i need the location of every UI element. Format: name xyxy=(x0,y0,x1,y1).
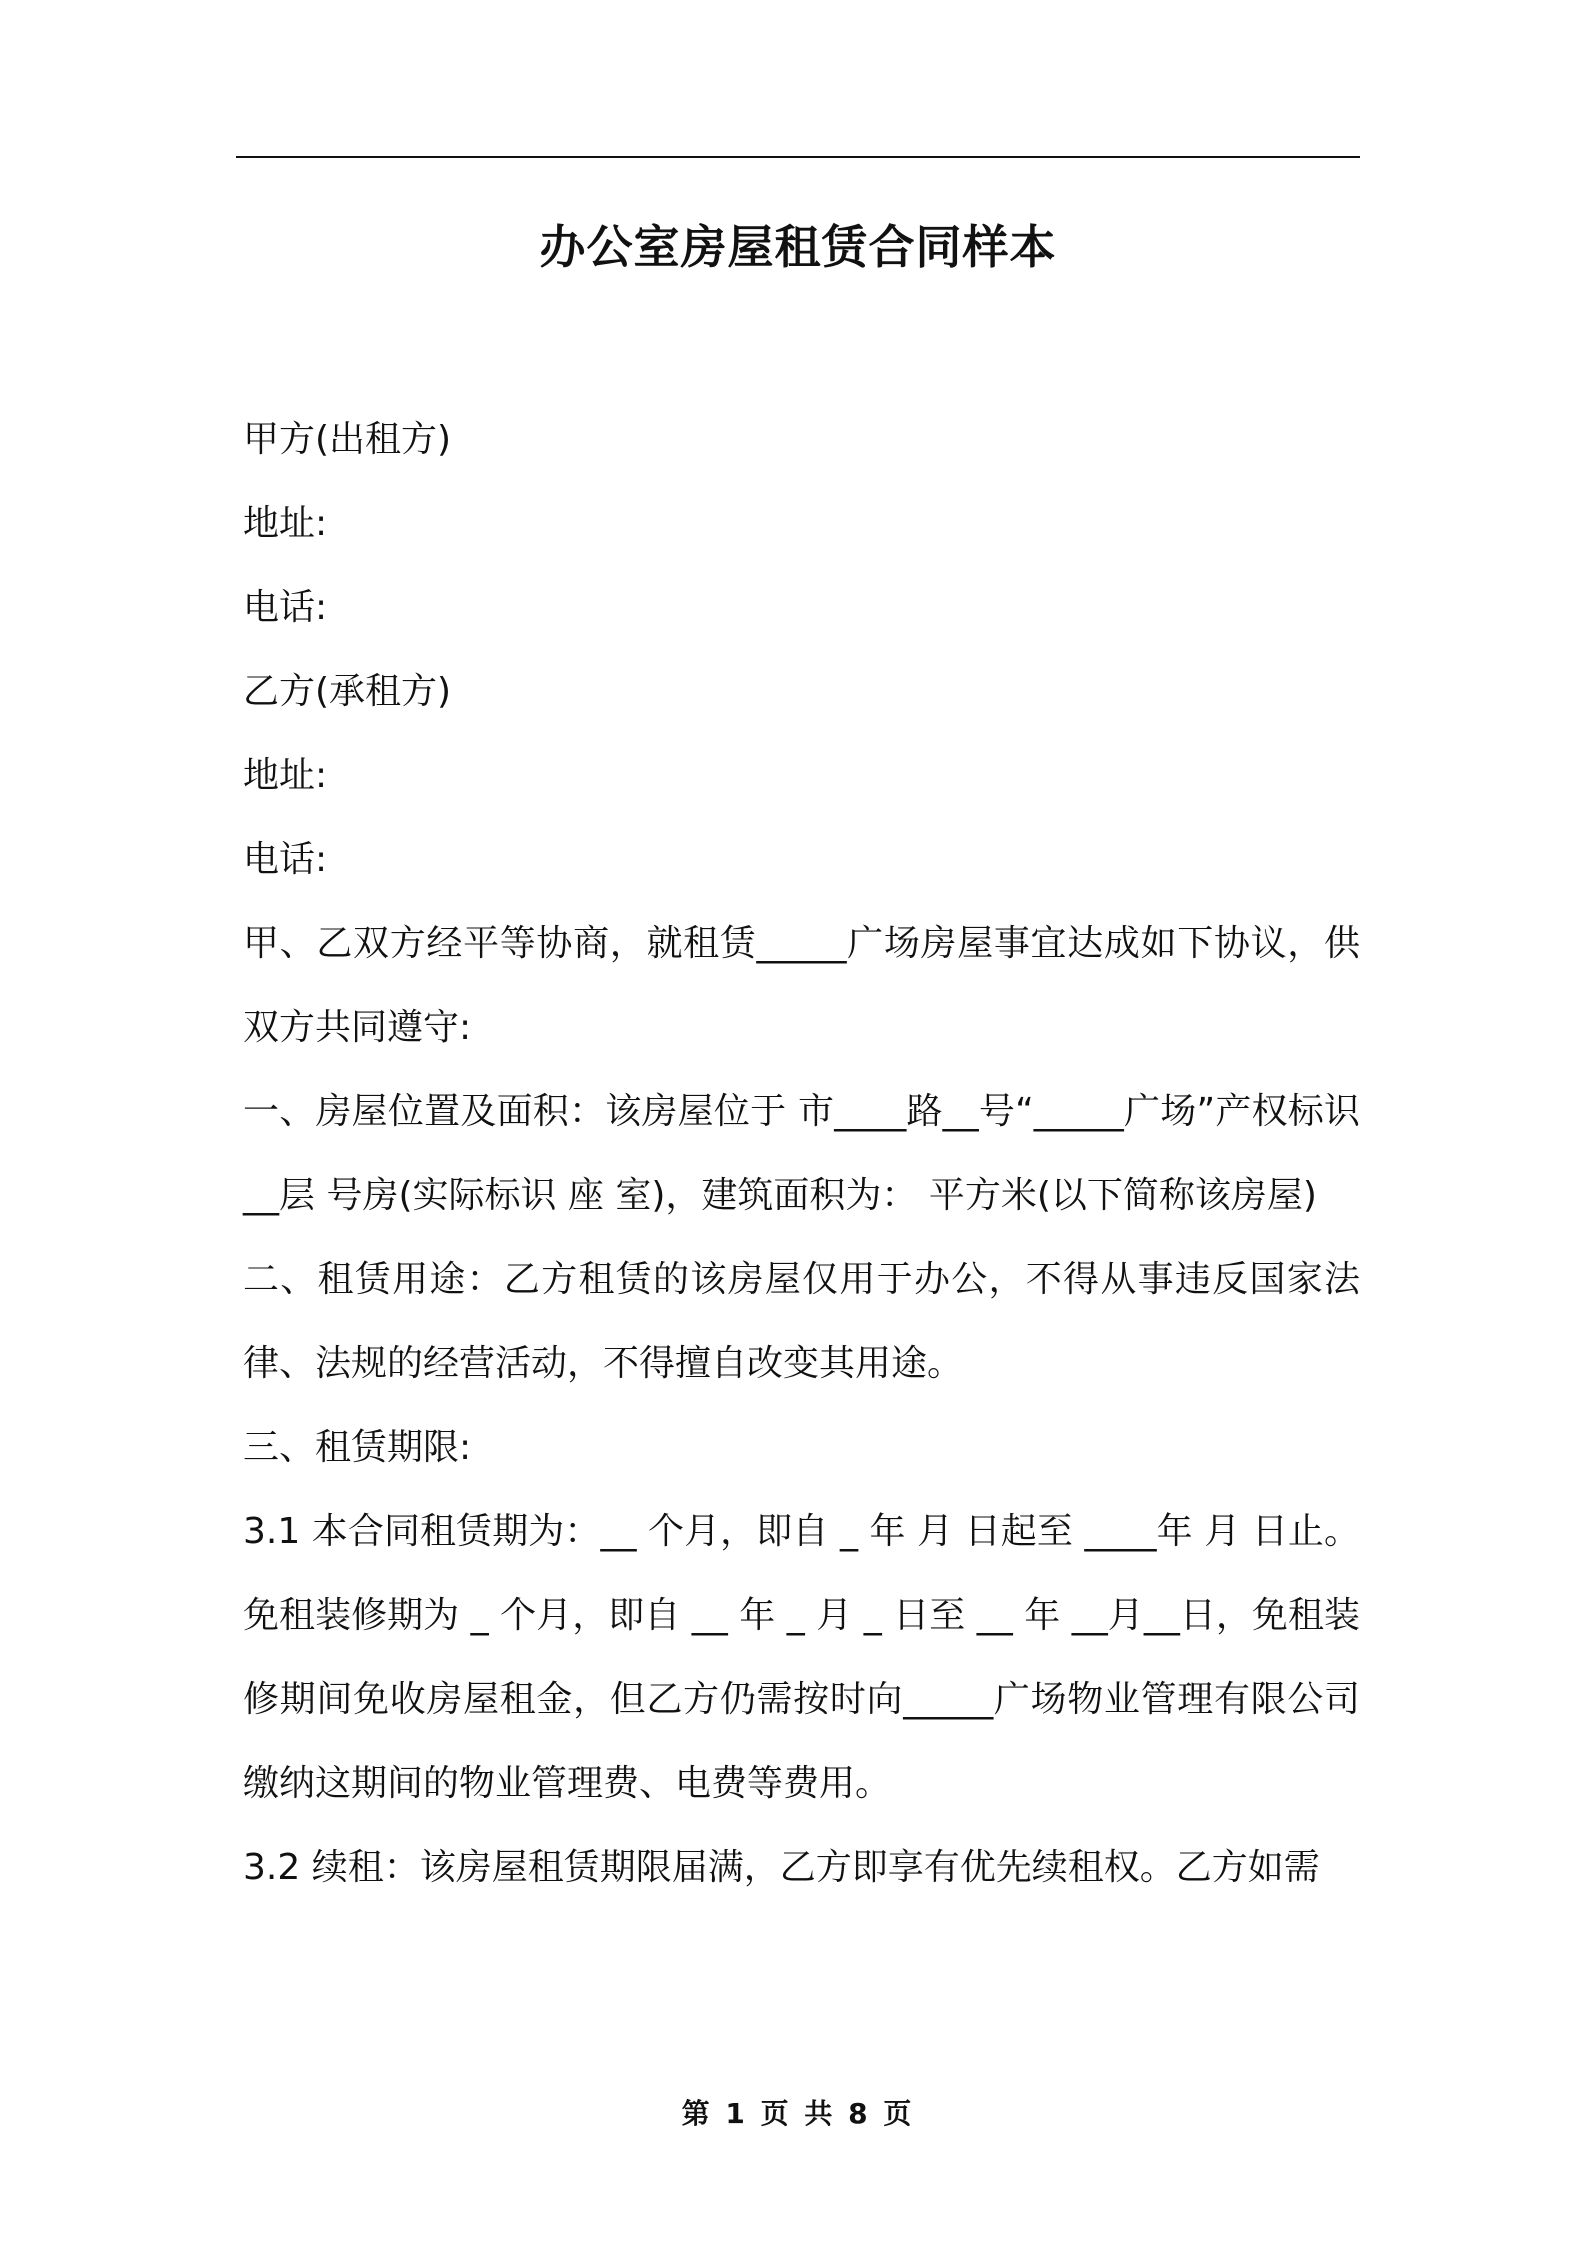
clause-3-2-renewal: 3.2 续租：该房屋租赁期限届满，乙方即享有优先续租权。乙方如需 xyxy=(243,1847,1320,1888)
agreement-intro: 甲、乙双方经平等协商，就租赁_____广场房屋事宜达成如下协议，供双方共同遵守: xyxy=(243,923,1360,1048)
clause-3-1-term: 3.1 本合同租赁期为：__ 个月，即自 _ 年 月 日起至 ____年 月 日止。免租装修期为 _ 个月，即自 __ 年 _ 月 _ 日至 __ 年 __月__日，免租装修期间免收房屋租金，但乙方仍需按时向_____广场物业管理有限公司缴纳这期间的物业管理费、电费等费用。 xyxy=(243,1511,1360,1804)
document-body xyxy=(243,398,1372,1910)
party-b-heading: 乙方(承租方) xyxy=(243,671,452,712)
page-number: 第 1 页 共 8 页 xyxy=(681,2097,915,2130)
party-a-heading: 甲方(出租方) xyxy=(243,419,452,460)
party-b-phone: 电话: xyxy=(243,839,328,880)
party-a-address: 地址: xyxy=(243,503,328,544)
party-b-address: 地址: xyxy=(243,755,328,796)
clause-2-usage: 二、租赁用途：乙方租赁的该房屋仅用于办公，不得从事违反国家法律、法规的经营活动，不得擅自改变其用途。 xyxy=(243,1259,1360,1384)
party-a-phone: 电话: xyxy=(243,587,328,628)
clause-1-location-area: 一、房屋位置及面积：该房屋位于 市____路__号“_____广场”产权标识 __层 号房(实际标识 座 室)，建筑面积为： 平方米(以下简称该房屋) xyxy=(243,1091,1372,1216)
document-title: 办公室房屋租赁合同样本 xyxy=(539,220,1057,274)
clause-3-heading: 三、租赁期限: xyxy=(243,1427,472,1468)
header-rule xyxy=(236,156,1360,158)
